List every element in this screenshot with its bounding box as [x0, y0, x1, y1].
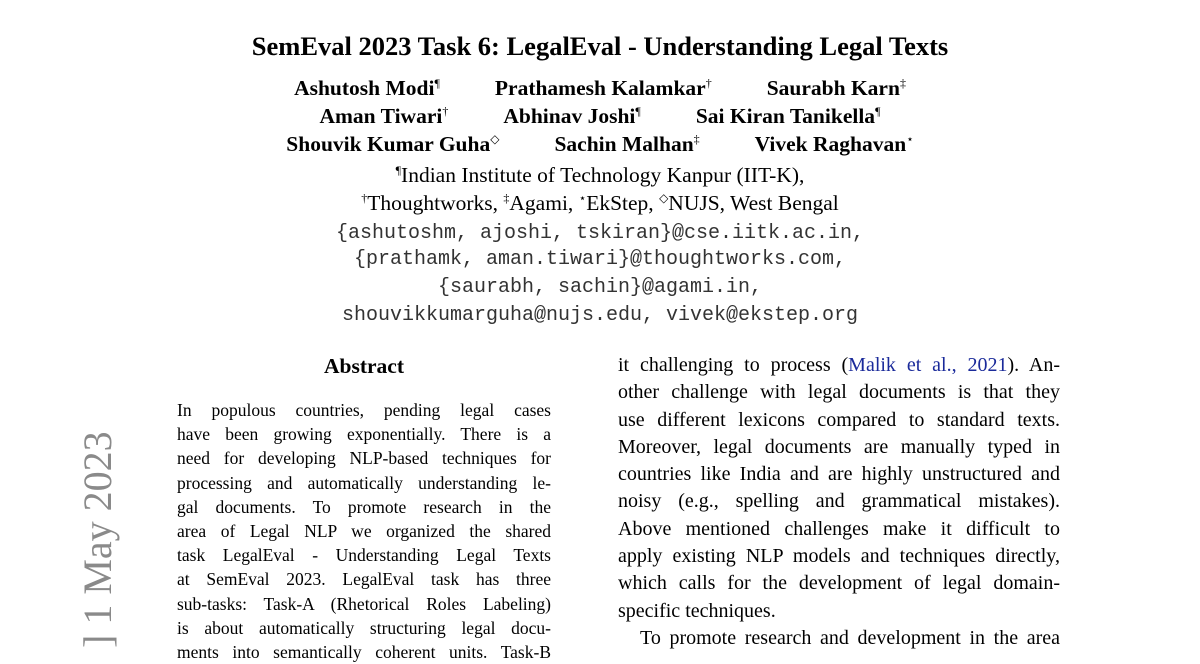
citation-link[interactable]: Malik et al., 2021	[848, 354, 1008, 376]
affiliation-line-2	[0, 189, 1200, 217]
affiliation-mark: ¶	[395, 163, 402, 177]
affiliation-text: Thoughtworks,	[367, 191, 504, 215]
abstract-heading: Abstract	[323, 354, 404, 378]
affiliation-mark: ⋆	[578, 191, 587, 205]
intro-text: it challenging to process (	[618, 354, 849, 376]
author-name: Sai Kiran Tanikella	[695, 104, 876, 128]
intro-line: noisy (e.g., spelling and grammatical mistakes).	[618, 490, 1060, 513]
author-block	[0, 74, 1200, 158]
abstract-line: at SemEval 2023. LegalEval task has three	[177, 569, 551, 590]
email-line-2: {prathamk, aman.tiwari}@thoughtworks.com,	[353, 248, 847, 271]
author-abhinav-joshi	[503, 102, 640, 130]
abstract-line: task LegalEval - Understanding Legal Texts	[177, 545, 551, 566]
intro-line: other challenge with legal documents is that they	[618, 381, 1060, 404]
affiliation-mark: ¶	[875, 104, 881, 118]
affiliation-mark: ‡	[899, 76, 906, 90]
author-name: Aman Tiwari	[319, 104, 443, 128]
arxiv-stamp	[20, 418, 120, 648]
intro-line: To promote research and development in the area	[640, 626, 1060, 649]
affiliation-line-1	[0, 161, 1200, 189]
affiliation-mark: †	[361, 191, 368, 205]
intro-line: Moreover, legal documents are manually typed in	[618, 435, 1060, 458]
affiliation-mark: †	[705, 76, 712, 90]
author-sachin-malhan	[554, 130, 699, 158]
intro-line: specific techniques.	[618, 599, 776, 622]
affiliation-mark: ¶	[434, 76, 440, 90]
email-line-1: {ashutoshm, ajoshi, tskiran}@cse.iitk.ac.in,	[335, 222, 865, 245]
affiliation-mark: ‡	[503, 191, 510, 205]
intro-line: which calls for the development of legal domain-	[618, 572, 1060, 595]
abstract-line: sub-tasks: Task-A (Rhetorical Roles Labeling)	[177, 593, 551, 614]
intro-line: apply existing NLP models and techniques directly,	[618, 545, 1060, 568]
author-row-3	[0, 130, 1200, 158]
intro-text: ). An-	[1007, 354, 1060, 376]
email-line-4: shouvikkumarguha@nujs.edu, vivek@ekstep.org	[341, 304, 859, 327]
author-name: Vivek Raghavan	[754, 132, 907, 156]
arxiv-stamp-text: ] 1 May 2023	[75, 431, 120, 648]
intro-line: use different lexicons compared to standard texts.	[618, 408, 1060, 431]
author-name: Prathamesh Kalamkar	[494, 76, 706, 100]
author-sai-kiran-tanikella	[696, 102, 881, 130]
abstract-body	[177, 398, 551, 664]
affiliation-mark: ¶	[635, 104, 641, 118]
intro-line: Above mentioned challenges make it difficult to	[618, 517, 1060, 540]
affiliation-mark: ⋆	[906, 132, 914, 146]
paper-title: SemEval 2023 Task 6: LegalEval - Understanding Legal Texts	[251, 31, 949, 61]
affiliation-text: Indian Institute of Technology Kanpur (IIT-K),	[401, 163, 805, 187]
introduction-body	[618, 352, 1060, 652]
author-saurabh-karn	[767, 74, 906, 102]
abstract-line: gal documents. To promote research in the	[177, 496, 551, 517]
author-shouvik-kumar-guha	[286, 130, 499, 158]
author-ashutosh-modi	[294, 74, 440, 102]
abstract-line: ments into semantically coherent units. Task-B	[177, 641, 551, 662]
abstract-line: processing and automatically understanding le-	[177, 472, 551, 493]
affiliation-text: Agami,	[509, 191, 579, 215]
author-name: Saurabh Karn	[766, 76, 900, 100]
intro-line: countries like India and are highly unstructured and	[618, 463, 1060, 486]
abstract-line: In populous countries, pending legal cases	[177, 400, 551, 420]
affiliation-mark: ◇	[490, 132, 500, 146]
author-name: Ashutosh Modi	[294, 76, 435, 100]
abstract-line: have been growing exponentially. There is a	[177, 424, 551, 445]
affiliation-mark: ‡	[693, 132, 700, 146]
author-row-2	[0, 102, 1200, 130]
author-aman-tiwari	[319, 102, 448, 130]
affiliation-text: EkStep,	[586, 191, 660, 215]
author-row-1	[0, 74, 1200, 102]
author-vivek-raghavan	[755, 130, 914, 158]
author-name: Abhinav Joshi	[503, 104, 636, 128]
affiliation-text: NUJS, West Bengal	[668, 191, 839, 215]
affiliation-mark: †	[442, 104, 449, 118]
affiliation-mark: ◇	[659, 191, 669, 205]
intro-line	[618, 352, 1060, 379]
author-prathamesh-kalamkar	[495, 74, 712, 102]
abstract-line: area of Legal NLP we organized the shared	[177, 520, 551, 541]
author-name: Sachin Malhan	[554, 132, 694, 156]
author-name: Shouvik Kumar Guha	[286, 132, 491, 156]
email-line-3: {saurabh, sachin}@agami.in,	[437, 276, 763, 299]
abstract-line: is about automatically structuring legal docu-	[177, 617, 551, 638]
abstract-line: need for developing NLP-based techniques for	[177, 448, 551, 469]
